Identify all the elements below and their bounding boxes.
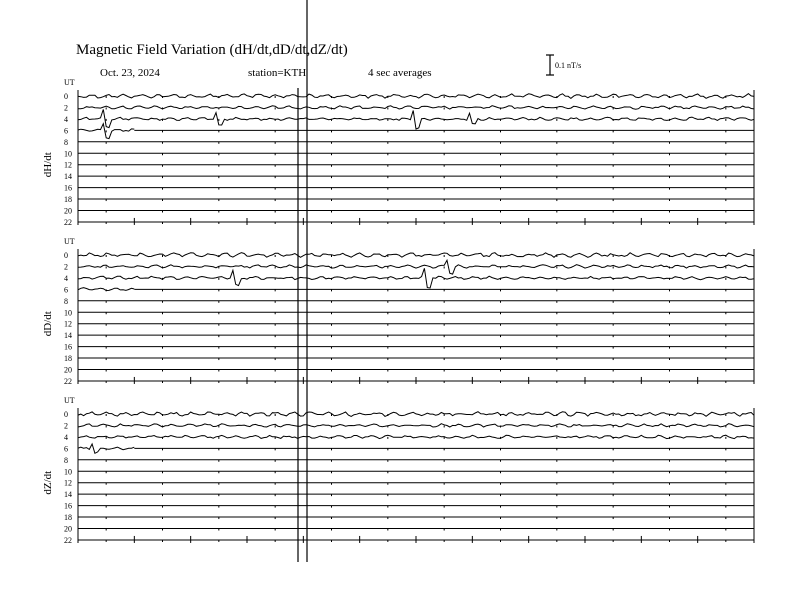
panel-ylabel: dZ/dt <box>42 470 54 495</box>
hour-label: 12 <box>64 160 72 170</box>
hour-label: 16 <box>64 501 72 511</box>
hour-label: 10 <box>64 149 72 159</box>
trace-line <box>78 424 754 427</box>
hour-label: 6 <box>64 444 68 454</box>
hour-label: 14 <box>64 172 72 182</box>
ut-label: UT <box>64 237 75 246</box>
hour-label: 18 <box>64 513 72 523</box>
chart-date: Oct. 23, 2024 <box>100 67 160 79</box>
hour-label: 10 <box>64 467 72 477</box>
hour-label: 20 <box>64 206 72 216</box>
hour-label: 8 <box>64 137 68 147</box>
ut-label: UT <box>64 396 75 405</box>
hour-label: 2 <box>64 421 68 431</box>
chart-station: station=KTH <box>248 67 307 79</box>
panel-ylabel: dD/dt <box>42 311 54 337</box>
hour-label: 4 <box>64 273 68 283</box>
hour-label: 0 <box>64 410 68 419</box>
trace-line <box>78 106 754 110</box>
trace-line <box>78 260 754 274</box>
hour-label: 8 <box>64 296 68 306</box>
hour-label: 10 <box>64 308 72 318</box>
hour-label: 0 <box>64 251 68 260</box>
hour-label: 20 <box>64 365 72 375</box>
hour-label: 6 <box>64 126 68 136</box>
hour-label: 0 <box>64 92 68 101</box>
hour-label: 20 <box>64 524 72 534</box>
hour-label: 14 <box>64 331 72 341</box>
chart-averaging: 4 sec averages <box>368 67 432 79</box>
hour-label: 2 <box>64 103 68 113</box>
hour-label: 12 <box>64 319 72 329</box>
hour-label: 4 <box>64 432 68 442</box>
trace-line <box>78 109 754 129</box>
trace-line <box>78 268 754 288</box>
ut-label: UT <box>64 78 75 87</box>
scale-bar <box>546 55 554 75</box>
hour-label: 4 <box>64 114 68 124</box>
hour-label: 16 <box>64 342 72 352</box>
hour-label: 12 <box>64 478 72 488</box>
hour-label: 18 <box>64 195 72 205</box>
trace-line <box>78 412 754 417</box>
trace-line <box>78 94 754 99</box>
hour-label: 22 <box>64 535 72 545</box>
hour-label: 18 <box>64 354 72 364</box>
hour-label: 2 <box>64 262 68 272</box>
hour-label: 6 <box>64 285 68 295</box>
hour-label: 22 <box>64 217 72 227</box>
hour-label: 16 <box>64 183 72 193</box>
trace-line <box>78 253 754 258</box>
panel-ylabel: dH/dt <box>42 152 54 178</box>
hour-label: 14 <box>64 490 72 500</box>
hour-label: 22 <box>64 376 72 386</box>
trace-line <box>78 435 754 438</box>
chart-title: Magnetic Field Variation (dH/dt,dD/dt,dZ/dt) <box>76 42 348 58</box>
scale-bar-label: 0.1 nT/s <box>555 61 582 70</box>
hour-label: 8 <box>64 455 68 465</box>
